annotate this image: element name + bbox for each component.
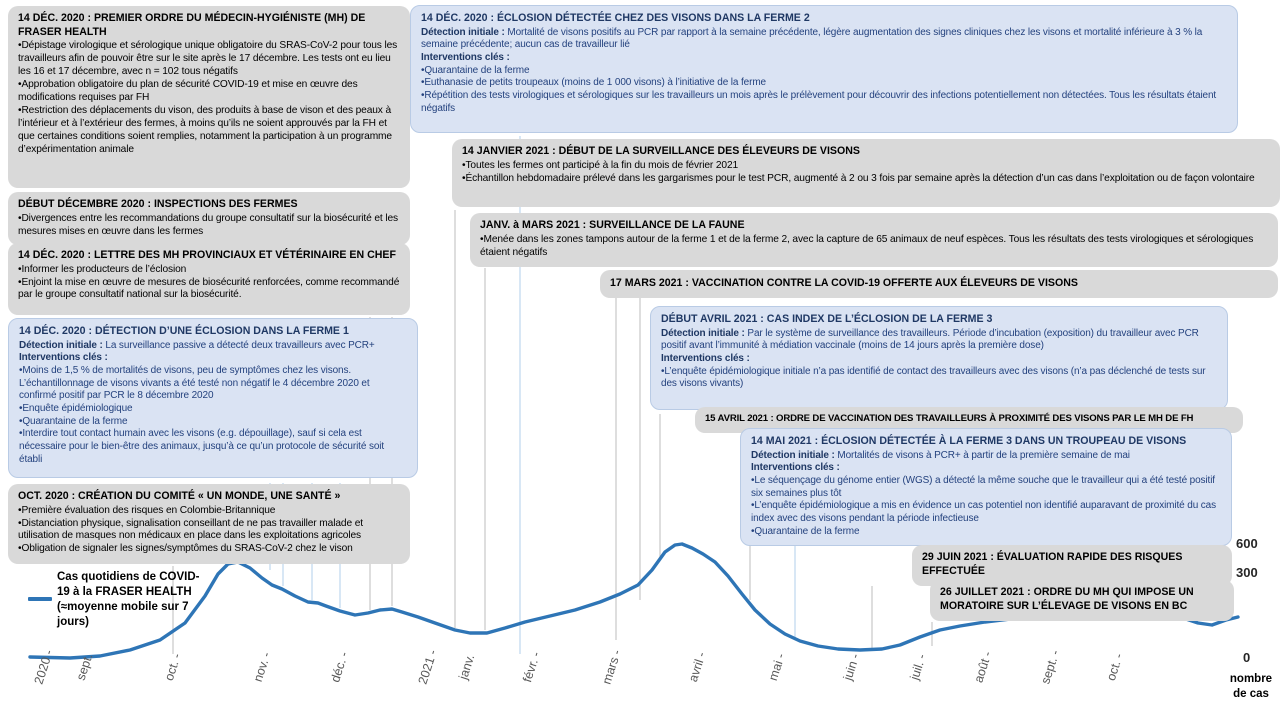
- event-title: 14 DÉC. 2020 : PREMIER ORDRE DU MÉDECIN-HYGIÉNISTE (MH) DE FRASER HEALTH: [18, 12, 366, 38]
- event-title: 26 JUILLET 2021 : ORDRE DU MH QUI IMPOSE UN MORATOIRE SUR L’ÉLEVAGE DE VISONS EN BC: [940, 586, 1194, 612]
- detection-line: [661, 328, 1217, 353]
- x-tick-fevr-2021: [492, 649, 572, 718]
- event-bullet: •Quarantaine de la ferme: [751, 525, 860, 537]
- x-tick-oct-2020: [133, 651, 213, 718]
- event-title: OCT. 2020 : CRÉATION DU COMITÉ « UN MONDE, UNE SANTÉ »: [18, 490, 341, 502]
- event-bullet: •Quarantaine de la ferme: [19, 415, 128, 427]
- event-title: 14 DÉC. 2020 : ÉCLOSION DÉTECTÉE CHEZ DES VISONS DANS LA FERME 2: [421, 12, 810, 24]
- detection-text: La surveillance passive a détecté deux travailleurs avec PCR+: [102, 339, 375, 351]
- event-bullet: •Première évaluation des risques en Colombie-Britannique: [18, 504, 276, 516]
- event-title: DÉBUT AVRIL 2021 : CAS INDEX DE L’ÉCLOSION DE LA FERME 3: [661, 313, 993, 325]
- event-bullet: •Divergences entre les recommandations du groupe consultatif sur la biosécurité et les mesures mises en œuvre dans les fermes: [18, 212, 399, 237]
- event-box-cas-index-ferme3: [650, 306, 1228, 410]
- event-box-surveillance-faune: [470, 213, 1278, 267]
- event-box-eclosion-ferme2: [410, 5, 1238, 133]
- x-tick-month: janv.: [456, 652, 478, 682]
- event-bullet: •Restriction des déplacements du vison, des produits à base de vison et des peaux à l’intérieur et à l’extérieur des fermes, à moins qu’ils ne soient approuvés par la FH et que certaines conditions soient remplies, notamment la participation à un programme d’expérimentation animale: [18, 104, 392, 155]
- event-box-eclosion-ferme1: [8, 318, 418, 478]
- event-title: 14 JANVIER 2021 : DÉBUT DE LA SURVEILLANCE DES ÉLEVEURS DE VISONS: [462, 145, 860, 157]
- legend-label: Cas quotidiens de COVID-19 à la FRASER HEALTH (≈moyenne mobile sur 7 jours): [57, 571, 200, 628]
- event-title: 14 MAI 2021 : ÉCLOSION DÉTECTÉE À LA FERME 3 DANS UN TROUPEAU DE VISONS: [751, 435, 1187, 447]
- detection-text: Par le système de surveillance des travailleurs. Période d’incubation (exposition) du travailleur avec PCR positif avant l’immunité à médiation vaccinale (moins de 14 jours après la première dose): [661, 327, 1199, 352]
- y-axis-label-300: 300: [1236, 565, 1258, 580]
- event-title: 17 MARS 2021 : VACCINATION CONTRE LA COVID-19 OFFERTE AUX ÉLEVEURS DE VISONS: [610, 276, 1078, 289]
- event-title: JANV. à MARS 2021 : SURVEILLANCE DE LA FAUNE: [480, 219, 745, 231]
- y-axis-title: nombre de cas: [1229, 673, 1273, 700]
- x-tick-month: mai -: [766, 651, 788, 683]
- x-tick-month: juil. -: [907, 652, 929, 682]
- event-bullet: •Quarantaine de la ferme: [421, 64, 530, 76]
- event-bullet: •Informer les producteurs de l’éclosion: [18, 263, 187, 275]
- x-tick-month: nov. -: [250, 650, 274, 684]
- event-bullet: •L’enquête épidémiologique initiale n’a pas identifié de contact des travailleurs avec des visons (n’a pas déclenché de tests sur des visons vivants): [661, 365, 1206, 390]
- x-tick-avril-2021: [657, 650, 737, 718]
- event-box-lettre-mh: [8, 243, 410, 315]
- detection-text: Mortalité de visons positifs au PCR par rapport à la semaine précédente, légère augmentation des signes cliniques chez les visons et mortalité inférieure à 3 % la semaine précédente; aucun cas de travailleur lié: [421, 26, 1203, 51]
- event-box-inspections-fermes: [8, 192, 410, 245]
- event-title: 14 DÉC. 2020 : DÉTECTION D’UNE ÉCLOSION DANS LA FERME 1: [19, 325, 349, 337]
- detection-line: [421, 27, 1227, 52]
- event-bullet: •Menée dans les zones tampons autour de la ferme 1 et de la ferme 2, avec la capture de 65 animaux de neuf espèces. Tous les résultats des tests virologiques et sérologiques étaient négatifs: [480, 233, 1254, 258]
- x-tick-oct-2021: [1075, 651, 1155, 718]
- x-tick-sept-2020: [22, 647, 102, 718]
- event-bullet: •Échantillon hebdomadaire prélevé dans les gargarismes pour le test PCR, augmenté à 2 ou 3 fois par semaine après la détection d’un cas dans l’exploitation ou de façon volontaire: [462, 172, 1255, 184]
- x-tick-month: févr. -: [520, 649, 544, 685]
- interventions-label: Interventions clés :: [751, 462, 840, 474]
- interventions-label: Interventions clés :: [19, 352, 108, 364]
- detection-text: Mortalités de visons à PCR+ à partir de la première semaine de mai: [834, 449, 1130, 461]
- event-bullet: •Approbation obligatoire du plan de sécurité COVID-19 et mise en œuvre des modifications requises par FH: [18, 78, 358, 103]
- interventions-label: Interventions clés :: [661, 352, 750, 364]
- event-bullet: •L’enquête épidémiologique a mis en évidence un cas potentiel non identifié auparavant de proximité du cas index avec des visons pendant la période infectieuse: [751, 500, 1216, 524]
- legend-line-swatch: [28, 597, 52, 601]
- detection-label: Détection initiale :: [19, 339, 103, 351]
- interventions-label: Interventions clés :: [421, 51, 510, 63]
- detection-label: Détection initiale :: [751, 449, 835, 461]
- x-tick-nov-2020: [222, 650, 302, 718]
- x-tick-year: 2020 -: [31, 647, 57, 687]
- x-tick-month: oct. -: [162, 651, 184, 683]
- x-tick-dec-2020: [300, 649, 380, 718]
- event-bullet: •Obligation de signaler les signes/symptômes du SRAS-CoV-2 chez le vison: [18, 543, 353, 555]
- event-title: 14 DÉC. 2020 : LETTRE DES MH PROVINCIAUX ET VÉTÉRINAIRE EN CHEF: [18, 249, 396, 261]
- x-tick-month: oct. -: [1104, 651, 1126, 683]
- y-axis-label-0: 0: [1243, 650, 1251, 665]
- event-box-surveillance-eleveurs: [452, 139, 1280, 207]
- y-axis-label-600: 600: [1236, 536, 1258, 551]
- x-tick-month: mars -: [599, 647, 625, 687]
- event-box-eclosion-ferme3: [740, 428, 1232, 546]
- event-bullet: •Moins de 1,5 % de mortalités de visons, peu de symptômes chez les visons. L’échantillonnage de visons vivants a été testé non négatif le 4 décembre 2020 et confirmé positif par PCR le 8 décembre 2020: [19, 364, 370, 402]
- event-bullet: •Interdire tout contact humain avec les visons (e.g. dépouillage), sauf si cela est nécessaire pour le bien-être des animaux, jusqu’à ce qu’un protocole de sécurité soit établi: [19, 428, 385, 465]
- event-bullet: •Toutes les fermes ont participé à la fin du mois de février 2021: [462, 159, 739, 171]
- event-box-moratoire: [930, 580, 1234, 621]
- event-bullet: •Distanciation physique, signalisation conseillant de ne pas travailler malade et utilisation de masques non médicaux en place dans les exploitations agricoles: [18, 517, 363, 542]
- x-tick-year: 2021 -: [415, 647, 440, 687]
- detection-label: Détection initiale :: [661, 327, 745, 339]
- event-bullet: •Le séquençage du génome entier (WGS) a détecté la même souche que le travailleur qui a été testé positif six semaines plus tôt: [751, 474, 1215, 499]
- event-bullet: •Euthanasie de petits troupeaux (moins de 1 000 visons) à l’initiative de la ferme: [421, 77, 766, 89]
- x-tick-month: sept.: [73, 651, 96, 683]
- event-bullet: •Répétition des tests virologiques et sérologiques sur les travailleurs un mois après le prélèvement pour découvrir des infections potentiellement non détectées. Tous les résultats étaient négatifs: [421, 89, 1217, 114]
- event-title: 29 JUIN 2021 : ÉVALUATION RAPIDE DES RISQUES EFFECTUÉE: [922, 551, 1183, 577]
- x-tick-month: juin -: [841, 651, 863, 683]
- detection-line: [751, 450, 1221, 463]
- event-title: 15 AVRIL 2021 : ORDRE DE VACCINATION DES TRAVAILLEURS À PROXIMITÉ DES VISONS PAR LE MH DE FH: [705, 413, 1194, 425]
- x-tick-month: déc. -: [328, 649, 352, 685]
- x-tick-janv-2021: [405, 647, 485, 718]
- x-tick-month: sept. -: [1037, 648, 1063, 686]
- x-tick-mars-2021: [572, 647, 652, 718]
- event-box-comite-un-monde-une-sante: [8, 484, 410, 564]
- event-box-vaccination-offerte: [600, 270, 1278, 298]
- detection-label: Détection initiale :: [421, 26, 505, 38]
- event-bullet: •Enquête épidémiologique: [19, 402, 133, 414]
- event-bullet: •Dépistage virologique et sérologique unique obligatoire du SRAS-CoV-2 pour tous les travailleurs afin de pouvoir être sur le site après le 17 décembre. Les tests ont eu lieu les 16 et 17 décembre, avec n = 102 tous négatifs: [18, 40, 398, 77]
- event-title: DÉBUT DÉCEMBRE 2020 : INSPECTIONS DES FERMES: [18, 198, 298, 210]
- x-tick-mai-2021: [737, 651, 817, 718]
- event-box-premier-ordre-mh: [8, 6, 410, 188]
- detection-line: [19, 340, 407, 353]
- event-bullet: •Enjoint la mise en œuvre de mesures de biosécurité renforcées, comme recommandé par le groupe consultatif national sur la biosécurité.: [18, 276, 400, 301]
- x-tick-month: août -: [971, 649, 995, 685]
- x-tick-month: avril -: [685, 650, 709, 684]
